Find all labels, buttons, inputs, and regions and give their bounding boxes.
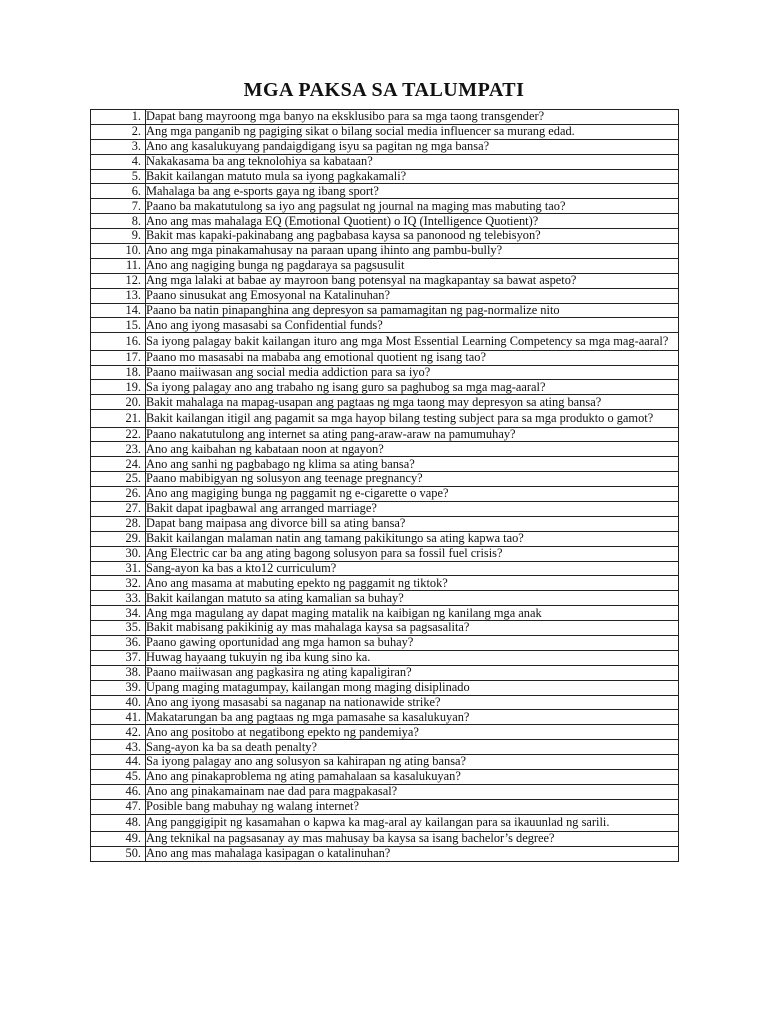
topic-text: Ano ang sanhi ng pagbabago ng klima sa ating bansa? [146,457,679,472]
topic-number-cell [91,154,146,169]
topic-number-cell [91,591,146,606]
table-row [91,814,679,831]
topic-number: 49. [125,831,141,846]
topic-text: Ano ang pinakamainam nae dad para magpakasal? [146,784,679,799]
topics-table-body [91,110,679,862]
topic-number-cell [91,124,146,139]
topic-number: 39. [125,679,141,694]
topic-text: Ano ang kasalukuyang pandaigdigang isyu sa pagitan ng mga bansa? [146,139,679,154]
topic-number-cell [91,472,146,487]
topic-text: Bakit kailangan malaman natin ang tamang pakikitungo sa ating kapwa tao? [146,531,679,546]
topic-number: 9. [131,228,141,243]
table-row [91,487,679,502]
topic-number-cell [91,740,146,755]
table-row [91,799,679,814]
topic-number: 42. [125,724,141,739]
table-row [91,124,679,139]
topic-text: Bakit kailangan matuto sa ating kamalian sa buhay? [146,591,679,606]
topic-text: Paano maiiwasan ang pagkasira ng ating kapaligiran? [146,665,679,680]
table-row [91,350,679,365]
topic-number-cell [91,814,146,831]
topic-number-cell [91,139,146,154]
topic-text: Ano ang nagiging bunga ng pagdaraya sa pagsusulit [146,258,679,273]
table-row [91,184,679,199]
table-row [91,318,679,333]
table-row [91,442,679,457]
topic-number-cell [91,546,146,561]
topic-number-cell [91,501,146,516]
topic-number-cell [91,561,146,576]
topic-number-cell [91,214,146,229]
topic-text: Sa iyong palagay bakit kailangan ituro ang mga Most Essential Learning Competency sa mga mag-aaral? [146,333,679,350]
topic-text: Ang Electric car ba ang ating bagong solusyon para sa fossil fuel crisis? [146,546,679,561]
topic-text: Ang mga lalaki at babae ay mayroon bang potensyal na magkapantay sa bawat aspeto? [146,273,679,288]
topic-text: Ano ang iyong masasabi sa naganap na nationawide strike? [146,695,679,710]
topic-number-cell [91,229,146,244]
topic-text: Bakit mas kapaki-pakinabang ang pagbabasa kaysa sa panonood ng telebisyon? [146,229,679,244]
topic-number-cell [91,725,146,740]
topic-number-cell [91,110,146,125]
topic-number: 22. [125,426,141,441]
topic-number-cell [91,442,146,457]
topic-text: Ano ang mga pinakamahusay na paraan upang ihinto ang pambu-bully? [146,244,679,259]
topic-text: Dapat bang mayroong mga banyo na eksklusibo para sa mga taong transgender? [146,110,679,125]
table-row [91,427,679,442]
table-row [91,591,679,606]
table-row [91,770,679,785]
table-row [91,531,679,546]
topic-text: Sa iyong palagay ano ang solusyon sa kahirapan ng ating bansa? [146,755,679,770]
topic-text: Mahalaga ba ang e-sports gaya ng ibang sport? [146,184,679,199]
topic-text: Paano sinusukat ang Emosyonal na Katalinuhan? [146,288,679,303]
topic-number-cell [91,531,146,546]
topic-number-cell [91,395,146,410]
topic-text: Upang maging matagumpay, kailangan mong maging disiplinado [146,680,679,695]
topic-text: Ang mga magulang ay dapat maging matalik na kaibigan ng kanilang mga anak [146,606,679,621]
table-row [91,410,679,427]
topic-number: 44. [125,754,141,769]
topic-number-cell [91,427,146,442]
topic-number: 4. [131,153,141,168]
topic-number: 40. [125,694,141,709]
topic-number-cell [91,755,146,770]
topic-text: Posible bang mabuhay ng walang internet? [146,799,679,814]
topic-text: Bakit mahalaga na mapag-usapan ang pagtaas ng mga taong may depresyon sa ating bansa? [146,395,679,410]
topic-text: Nakakasama ba ang teknolohiya sa kabataan? [146,154,679,169]
table-row [91,695,679,710]
table-row [91,214,679,229]
topic-number-cell [91,784,146,799]
topics-table [90,109,679,862]
topic-number-cell [91,288,146,303]
topic-number: 28. [125,516,141,531]
table-row [91,740,679,755]
topic-number: 25. [125,471,141,486]
topic-number: 26. [125,486,141,501]
table-row [91,110,679,125]
topic-text: Ano ang pinakaproblema ng ating pamahalaan sa kasalukuyan? [146,770,679,785]
topic-number: 2. [131,124,141,139]
topic-number-cell [91,273,146,288]
topic-text: Paano gawing oportunidad ang mga hamon sa buhay? [146,635,679,650]
topic-text: Paano mo masasabi na mababa ang emotional quotient ng isang tao? [146,350,679,365]
topic-text: Bakit kailangan itigil ang pagamit sa mga hayop bilang testing subject para sa mga produkto o gamot? [146,410,679,427]
table-row [91,606,679,621]
topic-text: Bakit dapat ipagbawal ang arranged marriage? [146,501,679,516]
table-row [91,199,679,214]
topic-number-cell [91,680,146,695]
table-row [91,680,679,695]
topic-number-cell [91,846,146,861]
topic-text: Sang-ayon ka bas a kto12 curriculum? [146,561,679,576]
table-row [91,831,679,846]
topic-number: 15. [125,317,141,332]
table-row [91,258,679,273]
table-row [91,139,679,154]
topic-text: Sang-ayon ka ba sa death penalty? [146,740,679,755]
table-row [91,725,679,740]
topic-number: 17. [125,349,141,364]
topic-number: 30. [125,545,141,560]
topic-text: Ano ang masama at mabuting epekto ng paggamit ng tiktok? [146,576,679,591]
page-title: MGA PAKSA SA TALUMPATI [243,79,525,101]
topic-text: Ang teknikal na pagsasanay ay mas mahusay ba kaysa sa isang bachelor’s degree? [146,831,679,846]
table-row [91,546,679,561]
topic-text: Sa iyong palagay ano ang trabaho ng isang guro sa paghubog sa mga mag-aaral? [146,380,679,395]
topic-text: Ano ang mas mahalaga kasipagan o katalinuhan? [146,846,679,861]
topic-number: 21. [125,410,141,425]
table-row [91,665,679,680]
topic-number: 38. [125,665,141,680]
topic-number: 27. [125,501,141,516]
topic-number-cell [91,318,146,333]
topic-number: 34. [125,605,141,620]
topic-number-cell [91,333,146,350]
topic-number-cell [91,621,146,636]
table-row [91,169,679,184]
topic-number-cell [91,665,146,680]
table-row [91,784,679,799]
topic-text: Ano ang positobo at negatibong epekto ng pandemiya? [146,725,679,740]
topic-number: 13. [125,287,141,302]
topic-number: 36. [125,635,141,650]
table-row [91,635,679,650]
topic-number: 31. [125,560,141,575]
topic-text: Bakit mabisang pakikinig ay mas mahalaga kaysa sa pagsasalita? [146,621,679,636]
topic-text: Ano ang iyong masasabi sa Confidential funds? [146,318,679,333]
topic-text: Dapat bang maipasa ang divorce bill sa ating bansa? [146,516,679,531]
topic-number-cell [91,380,146,395]
topic-number-cell [91,635,146,650]
table-row [91,472,679,487]
table-row [91,755,679,770]
table-row [91,154,679,169]
topic-number-cell [91,650,146,665]
table-row [91,501,679,516]
topic-text: Paano ba natin pinapanghina ang depresyon sa pamamagitan ng pag-normalize nito [146,303,679,318]
table-row [91,229,679,244]
topic-number-cell [91,350,146,365]
topic-text: Paano nakatutulong ang internet sa ating pang-araw-araw na pamumuhay? [146,427,679,442]
topic-text: Ano ang mas mahalaga EQ (Emotional Quotient) o IQ (Intelligence Quotient)? [146,214,679,229]
topic-text: Bakit kailangan matuto mula sa iyong pagkakamali? [146,169,679,184]
topic-number: 8. [131,213,141,228]
table-row [91,244,679,259]
topic-number-cell [91,199,146,214]
topic-number: 48. [125,815,141,830]
topic-number: 10. [125,243,141,258]
topic-number-cell [91,831,146,846]
table-row [91,516,679,531]
topic-text: Makatarungan ba ang pagtaas ng mga pamasahe sa kasalukuyan? [146,710,679,725]
topic-number: 23. [125,441,141,456]
topic-number: 14. [125,302,141,317]
topic-number-cell [91,487,146,502]
topic-number-cell [91,457,146,472]
table-row [91,457,679,472]
topic-number: 3. [131,139,141,154]
table-row [91,621,679,636]
topic-number: 45. [125,769,141,784]
topic-number: 18. [125,364,141,379]
topic-number: 16. [125,333,141,348]
topic-number-cell [91,169,146,184]
topic-number: 32. [125,575,141,590]
table-row [91,333,679,350]
table-row [91,846,679,861]
topic-number: 46. [125,784,141,799]
topic-number-cell [91,799,146,814]
topic-number-cell [91,410,146,427]
table-row [91,650,679,665]
table-row [91,303,679,318]
topic-number: 29. [125,531,141,546]
table-row [91,395,679,410]
topic-text: Paano maiiwasan ang social media addiction para sa iyo? [146,365,679,380]
topic-number: 7. [131,198,141,213]
topic-number: 41. [125,709,141,724]
table-row [91,710,679,725]
topic-number: 50. [125,846,141,861]
topic-number-cell [91,303,146,318]
topic-number-cell [91,244,146,259]
topic-number: 1. [131,109,141,124]
topic-number-cell [91,710,146,725]
topic-number-cell [91,770,146,785]
topic-text: Ano ang kaibahan ng kabataan noon at ngayon? [146,442,679,457]
topic-number: 19. [125,379,141,394]
topic-number-cell [91,184,146,199]
topic-number: 47. [125,799,141,814]
table-row [91,576,679,591]
topic-number: 37. [125,650,141,665]
topic-number-cell [91,576,146,591]
table-row [91,380,679,395]
topic-number-cell [91,606,146,621]
topic-number-cell [91,516,146,531]
topic-number: 20. [125,394,141,409]
topic-text: Paano ba makatutulong sa iyo ang pagsulat ng journal na maging mas mabuting tao? [146,199,679,214]
table-row [91,561,679,576]
topic-text: Huwag hayaang tukuyin ng iba kung sino ka. [146,650,679,665]
topic-number: 11. [125,258,141,273]
topic-number-cell [91,258,146,273]
topic-number: 33. [125,590,141,605]
topic-number: 35. [125,620,141,635]
topic-number: 43. [125,739,141,754]
topic-number: 5. [131,168,141,183]
table-row [91,288,679,303]
topic-number-cell [91,365,146,380]
table-row [91,365,679,380]
topic-text: Ang mga panganib ng pagiging sikat o bilang social media influencer sa murang edad. [146,124,679,139]
table-row [91,273,679,288]
topic-number: 24. [125,456,141,471]
topic-text: Paano mabibigyan ng solusyon ang teenage pregnancy? [146,472,679,487]
topic-number: 6. [131,183,141,198]
topic-text: Ano ang magiging bunga ng paggamit ng e-cigarette o vape? [146,487,679,502]
topic-number-cell [91,695,146,710]
topic-text: Ang panggigipit ng kasamahan o kapwa ka mag-aral ay kailangan para sa ikauunlad ng sarili. [146,814,679,831]
topic-number: 12. [125,273,141,288]
